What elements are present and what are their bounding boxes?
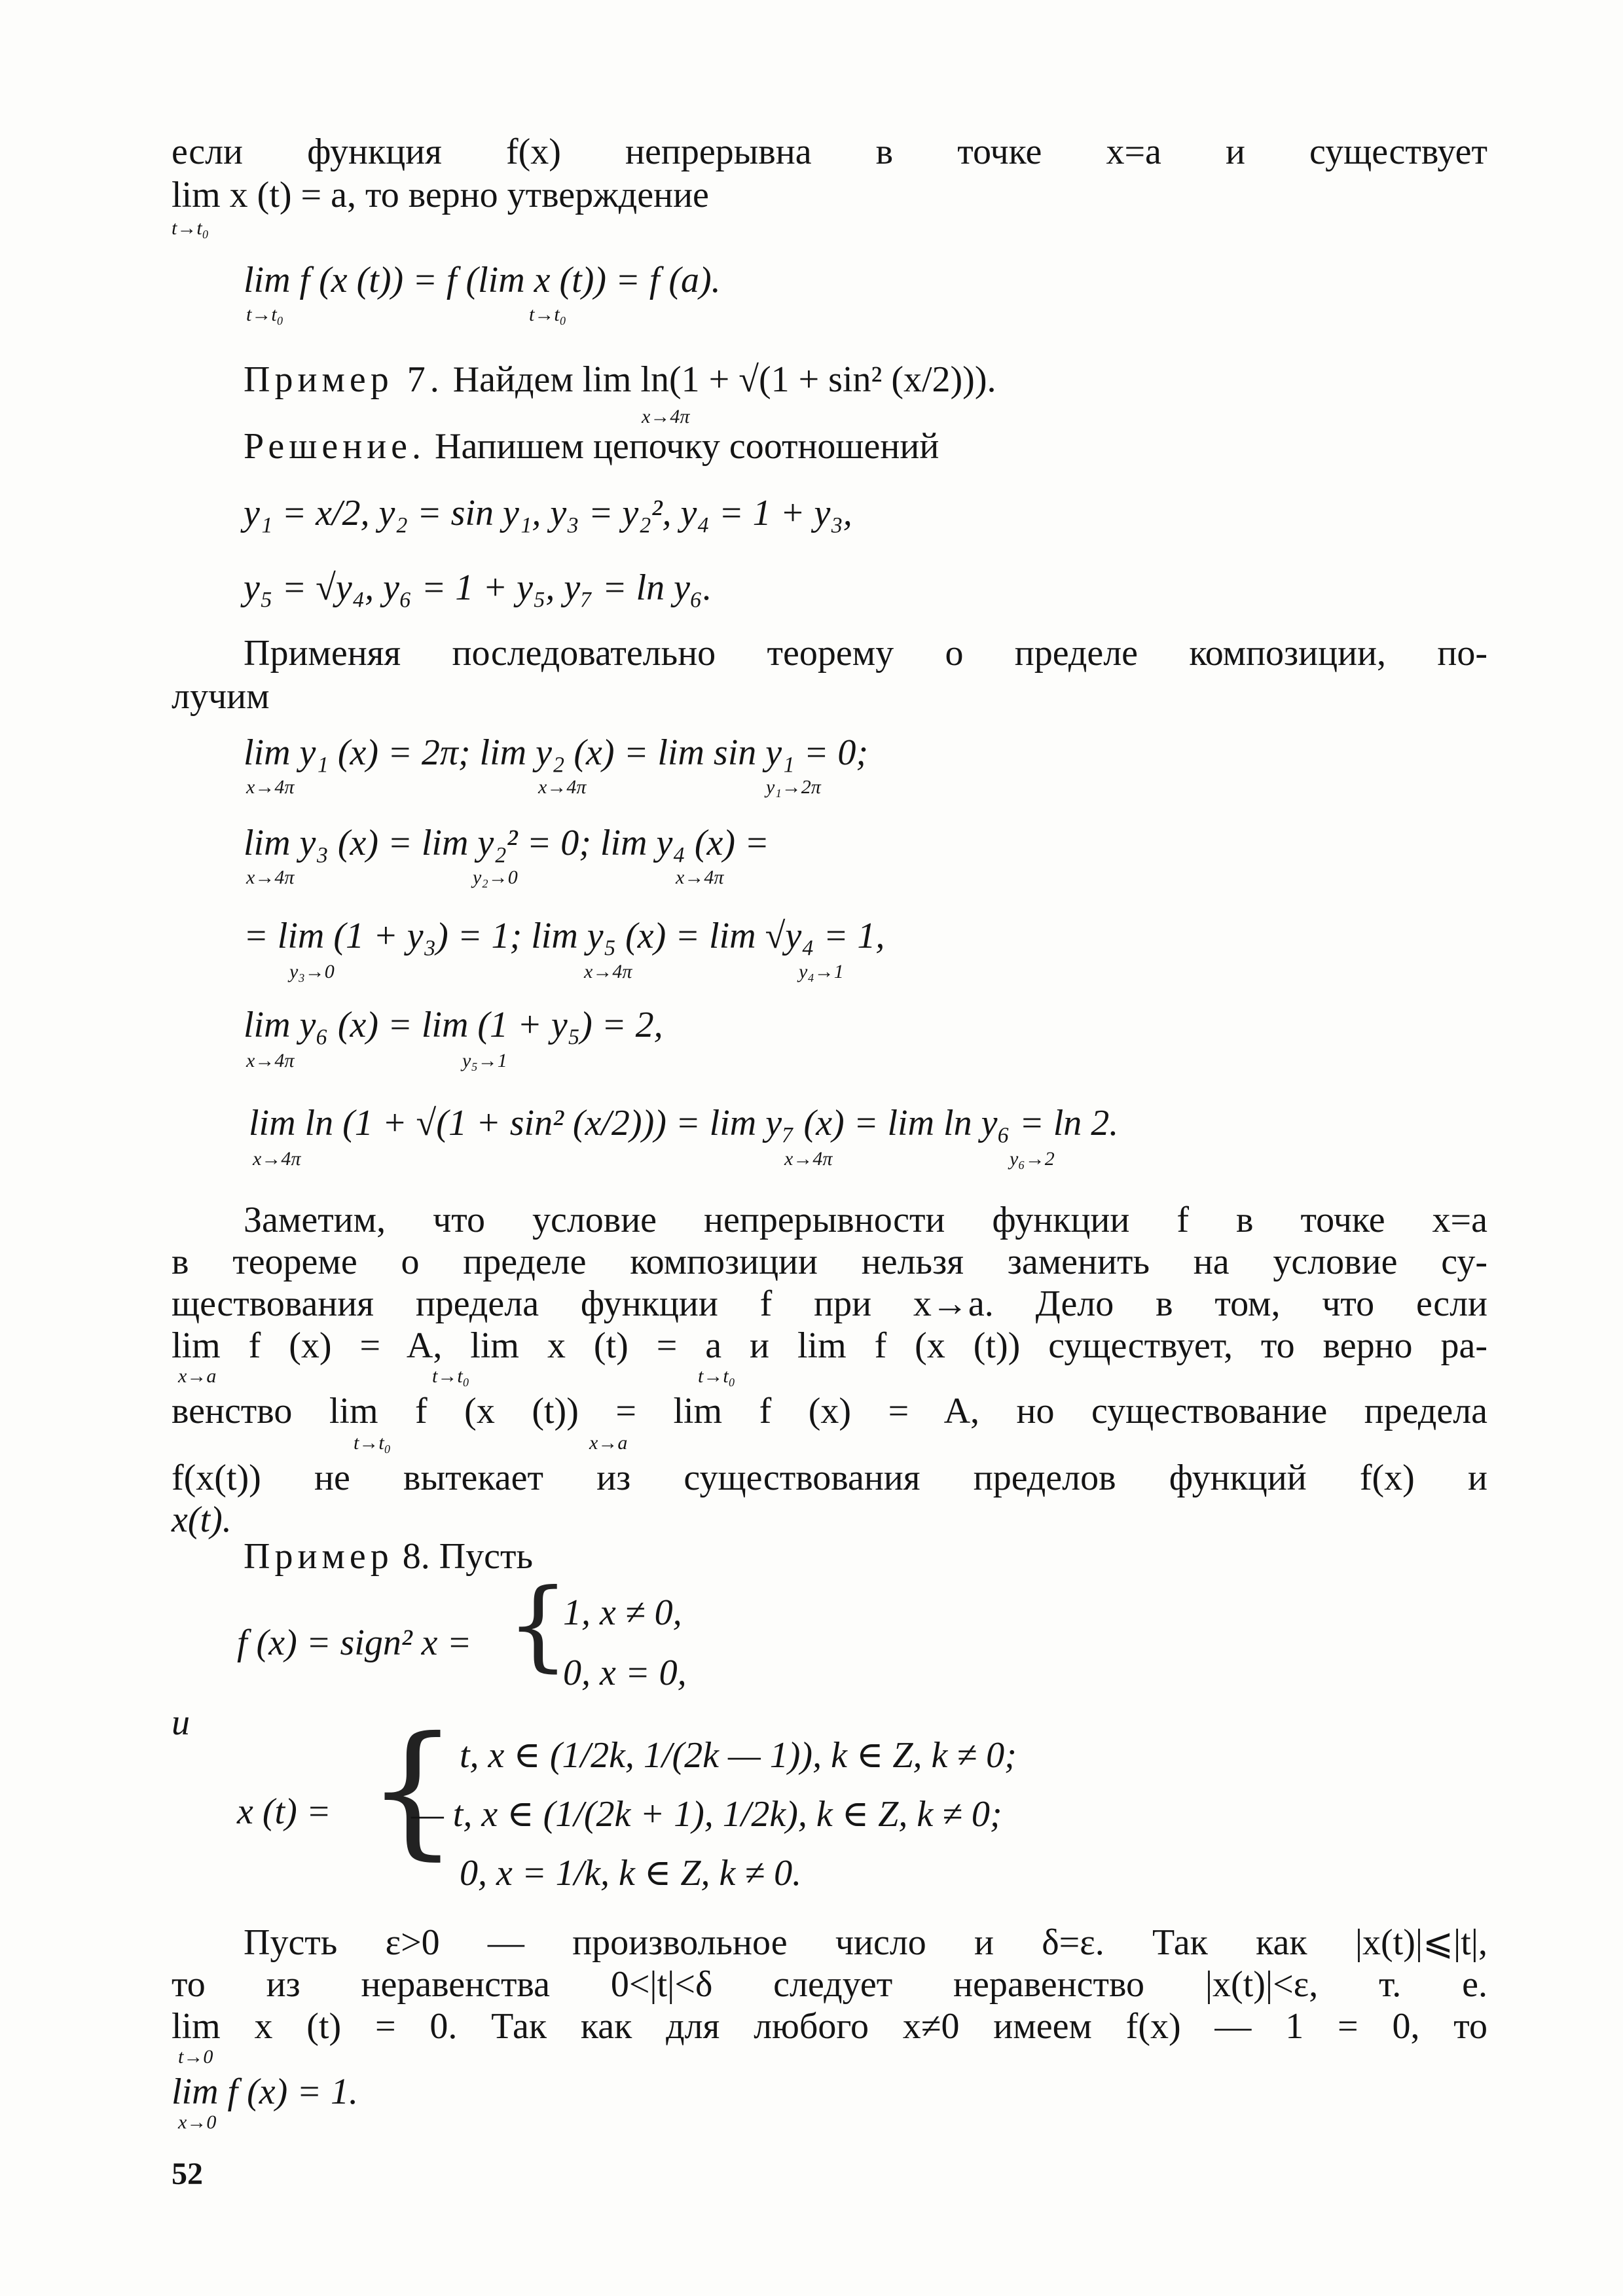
- formula-limit-row: lim y₁ (x) = 2π; lim y₂ (x) = lim sin y₁ = 0;: [244, 732, 869, 773]
- case-line: 0, x = 0,: [563, 1653, 687, 1693]
- text-line: lim f (x) = A, lim x (t) = a и lim f (x (t)) существует, то верно ра-: [172, 1325, 1487, 1366]
- solution-heading: Решение.: [244, 426, 426, 467]
- text-line: Применяя последовательно теорему о пределе композиции, по-: [244, 633, 1487, 673]
- left-brace: {: [507, 1568, 570, 1682]
- text-line: венство lim f (x (t)) = lim f (x) = A, но существование предела: [172, 1391, 1487, 1431]
- formula-x-definition: x (t) =: [237, 1791, 331, 1832]
- limit-subscript: x→a: [589, 1432, 628, 1454]
- case-line: — t, x ∈ (1/(2k + 1), 1/2k), k ∈ Z, k ≠ 0;: [411, 1794, 1002, 1835]
- limit-subscript: t→t₀: [172, 217, 210, 239]
- formula-f-definition: f (x) = sign² x =: [237, 1623, 472, 1663]
- limit-subscript: y₆→2: [1010, 1148, 1055, 1170]
- limit-subscript: t→t₀: [246, 304, 284, 325]
- limit-subscript: x→4π: [246, 776, 295, 798]
- limit-subscript: y₅→1: [462, 1050, 507, 1071]
- limit-subscript: t→t₀: [354, 1432, 392, 1454]
- example-8: [244, 1535, 533, 1577]
- text-line: ществования предела функции f при x→a. Дело в том, что если: [172, 1283, 1487, 1324]
- limit-subscript: x→4π: [676, 867, 724, 888]
- text-line: лучим: [172, 676, 270, 717]
- formula-limit-row: = lim (1 + y₃) = 1; lim y₅ (x) = lim √y₄ = 1,: [244, 916, 885, 956]
- left-brace: {: [367, 1706, 458, 1873]
- limit-subscript: y₁→2π: [766, 776, 821, 798]
- text-line: lim x (t) = a, то верно утверждение: [172, 175, 709, 215]
- text-line: Пусть ε>0 — произвольное число и δ=ε. Так как |x(t)|⩽|t|,: [244, 1922, 1487, 1963]
- formula-chain-row: y₅ = √y₄, y₆ = 1 + y₅, y₇ = ln y₆.: [244, 567, 712, 608]
- limit-subscript: x→4π: [253, 1148, 301, 1170]
- limit-subscript: x→4π: [246, 867, 295, 888]
- formula-composition: lim f (x (t)) = f (lim x (t)) = f (a).: [244, 260, 721, 300]
- text-line: Заметим, что условие непрерывности функции f в точке x=a: [244, 1200, 1487, 1240]
- example-heading: Пример: [244, 1536, 393, 1577]
- limit-subscript: t→t₀: [698, 1365, 736, 1387]
- text-line: lim f (x) = 1.: [172, 2072, 359, 2112]
- formula-limit-row: lim ln (1 + √(1 + sin² (x/2))) = lim y₇ (x) = lim ln y₆ = ln 2.: [249, 1103, 1119, 1143]
- example-text: Найдем lim ln(1 + √(1 + sin² (x/2))).: [452, 359, 996, 400]
- case-line: 1, x ≠ 0,: [563, 1592, 682, 1633]
- limit-subscript: x→4π: [642, 406, 690, 427]
- case-line: t, x ∈ (1/2k, 1/(2k — 1)), k ∈ Z, k ≠ 0;: [460, 1735, 1017, 1776]
- limit-subscript: x→4π: [246, 1050, 295, 1071]
- limit-subscript: x→a: [178, 1365, 217, 1387]
- text-line: x(t).: [172, 1499, 232, 1540]
- formula-chain-row: y₁ = x/2, y₂ = sin y₁, y₃ = y₂², y₄ = 1 + y₃,: [244, 493, 852, 533]
- limit-subscript: y₂→0: [473, 867, 518, 888]
- case-line: 0, x = 1/k, k ∈ Z, k ≠ 0.: [460, 1853, 802, 1893]
- example-7: [244, 359, 996, 401]
- solution-text: Напишем цепочку соотношений: [435, 426, 939, 467]
- limit-subscript: x→4π: [784, 1148, 833, 1170]
- formula-limit-row: lim y₆ (x) = lim (1 + y₅) = 2,: [244, 1005, 663, 1045]
- limit-subscript: t→t₀: [432, 1365, 470, 1387]
- text-line: f(x(t)) не вытекает из существования пределов функций f(x) и: [172, 1458, 1487, 1498]
- page-number: 52: [172, 2157, 203, 2191]
- limit-subscript: x→4π: [584, 961, 632, 982]
- limit-subscript: x→0: [178, 2111, 217, 2133]
- example-text: 8. Пусть: [402, 1536, 534, 1577]
- example-heading: Пример 7.: [244, 359, 444, 400]
- solution: [244, 425, 939, 467]
- text-line: и: [172, 1702, 190, 1743]
- text-line: lim x (t) = 0. Так как для любого x≠0 имеем f(x) — 1 = 0, то: [172, 2006, 1487, 2047]
- limit-subscript: t→t₀: [529, 304, 567, 325]
- text-line: в теореме о пределе композиции нельзя заменить на условие су-: [172, 1242, 1487, 1282]
- limit-subscript: t→0: [178, 2046, 213, 2068]
- limit-subscript: y₄→1: [799, 961, 844, 982]
- text-line: если функция f(x) непрерывна в точке x=a и существует: [172, 132, 1487, 172]
- limit-subscript: y₃→0: [289, 961, 335, 982]
- limit-subscript: x→4π: [538, 776, 587, 798]
- formula-limit-row: lim y₃ (x) = lim y₂² = 0; lim y₄ (x) =: [244, 823, 769, 863]
- text-line: то из неравенства 0<|t|<δ следует неравенство |x(t)|<ε, т. е.: [172, 1964, 1487, 2005]
